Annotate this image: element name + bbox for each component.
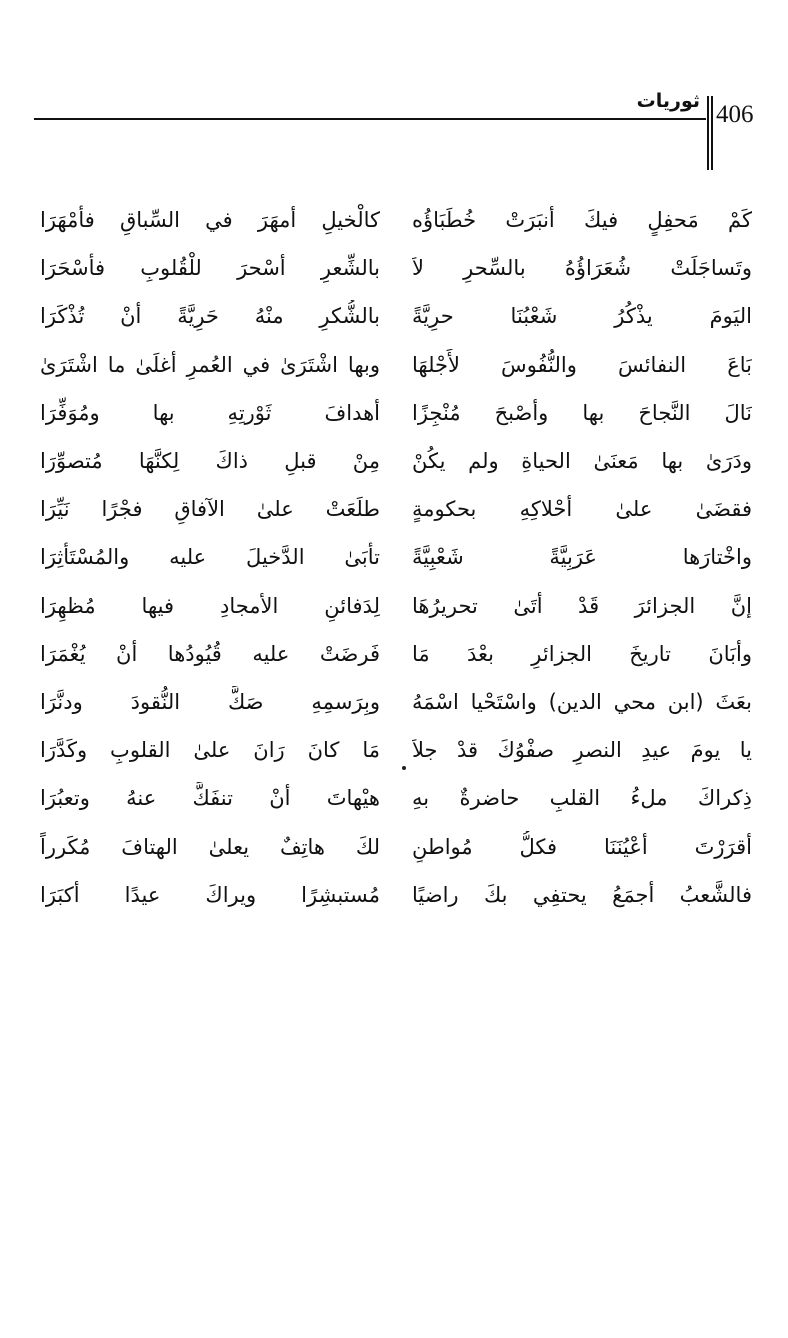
page-number: 406 xyxy=(716,101,754,128)
poem-verse xyxy=(40,822,752,870)
verse-first-hemistich: ودَرَىٰ بها مَعنَىٰ الحياةِ ولم يكُنْ xyxy=(412,449,752,474)
poem-verse xyxy=(40,341,752,389)
verse-second-hemistich: بالشِّعرِ أسْحرَ للْقُلوبِ فأسْحَرَا xyxy=(40,256,380,281)
verse-first-hemistich: وتَساجَلَتْ شُعَرَاؤُهُ بالسِّحرِ لاَ xyxy=(412,256,752,281)
page-header xyxy=(0,0,788,170)
verse-first-hemistich: وأبَانَ تاريخَ الجزائرِ بعْدَ مَا xyxy=(412,641,752,666)
poem-verse xyxy=(40,726,752,774)
poem-verse xyxy=(40,389,752,437)
verse-first-hemistich: بَاعَ النفائسَ والنُّفُوسَ لأَجْلهَا xyxy=(412,352,752,377)
verse-first-hemistich: إنَّ الجزائرَ قَدْ أتَىٰ تحريرُهَا xyxy=(412,593,752,618)
verse-second-hemistich: هيْهاتَ أنْ تنفَكَّ عنهُ وتعبُرَا xyxy=(40,786,380,811)
verse-first-hemistich: يا يومَ عيدِ النصرِ صفْوُكَ قدْ جلاَ xyxy=(412,738,752,763)
poem-verse xyxy=(40,485,752,533)
stray-dot-mark xyxy=(402,766,406,770)
verse-first-hemistich: أقرَرْتَ أعْيُنَنَا فكلُّ مُواطنٍ xyxy=(412,834,752,859)
poem-verse xyxy=(40,774,752,822)
verse-first-hemistich: بعَثَ (ابن محي الدين) واسْتَحْيا اسْمَهُ xyxy=(412,689,752,714)
poem xyxy=(40,196,752,919)
header-vertical-rule xyxy=(711,96,713,170)
poem-verse xyxy=(40,244,752,292)
header-rule xyxy=(34,118,706,120)
verse-first-hemistich: ذِكراكَ ملءُ القلبِ حاضرةٌ بهِ xyxy=(412,786,752,811)
running-title: ثوريات xyxy=(636,90,700,112)
poem-verse xyxy=(40,678,752,726)
poem-verse xyxy=(40,871,752,919)
verse-first-hemistich: كَمْ مَحفِلٍ فيكَ أنبَرَتْ خُطَبَاؤُه xyxy=(412,208,752,233)
verse-first-hemistich: اليَومَ يذْكُرُ شَعْبُنَا حرِيَّةً xyxy=(412,304,752,329)
verse-second-hemistich: كالْخيلِ أمهَرَ في السِّباقِ فأمْهَرَا xyxy=(40,208,380,233)
poem-verse xyxy=(40,292,752,340)
verse-second-hemistich: تأبَىٰ الدَّخيلَ عليه والمُسْتَأْثِرَا xyxy=(40,545,380,570)
verse-second-hemistich: وبها اشْتَرَىٰ في العُمرِ أغلَىٰ ما اشْتَرَىٰ xyxy=(40,352,380,377)
verse-second-hemistich: وبِرَسمِهِ صَكَّ النُّقودَ ودنَّرَا xyxy=(40,689,380,714)
verse-first-hemistich: واخْتارَها عَرَبِيَّةً شَعْبِيَّةً xyxy=(412,545,752,570)
verse-second-hemistich: بالشُّكرِ منْهُ حَرِيَّةً أنْ تُذْكَرَا xyxy=(40,304,380,329)
verse-second-hemistich: مُستبشِرًا ويراكَ عيدًا أكبَرَا xyxy=(40,882,380,907)
verse-second-hemistich: أهدافَ ثَوْرتِهِ بها ومُوَفِّرَا xyxy=(40,400,380,425)
verse-second-hemistich: طلَعَتْ علىٰ الآفاقِ فجْرًا نَيِّرَا xyxy=(40,497,380,522)
poem-verse xyxy=(40,196,752,244)
poem-verse xyxy=(40,533,752,581)
verse-second-hemistich: مَا كانَ رَانَ علىٰ القلوبِ وكَدَّرَا xyxy=(40,738,380,763)
verse-second-hemistich: مِنْ قبلِ ذاكَ لِكنَّهَا مُتصوِّرَا xyxy=(40,449,380,474)
verse-second-hemistich: فَرضَتْ عليه قُيُودُها أنْ يُغْمَرَا xyxy=(40,641,380,666)
verse-first-hemistich: فقضَىٰ علىٰ أحْلاكِهِ بحكومةٍ xyxy=(412,497,752,522)
verse-second-hemistich: لكَ هاتِفٌ يعلىٰ الهتافَ مُكَرراً xyxy=(40,834,380,859)
verse-first-hemistich: نَالَ النَّجاحَ بها وأصْبحَ مُنْجِزًا xyxy=(412,400,752,425)
verse-first-hemistich: فالشَّعبُ أجمَعُ يحتفِي بكَ راضيًا xyxy=(412,882,752,907)
poem-verse xyxy=(40,582,752,630)
poem-verse xyxy=(40,630,752,678)
poem-verse xyxy=(40,437,752,485)
header-vertical-rule xyxy=(707,96,709,170)
verse-second-hemistich: لِدَفائنِ الأمجادِ فيها مُظهِرَا xyxy=(40,593,380,618)
